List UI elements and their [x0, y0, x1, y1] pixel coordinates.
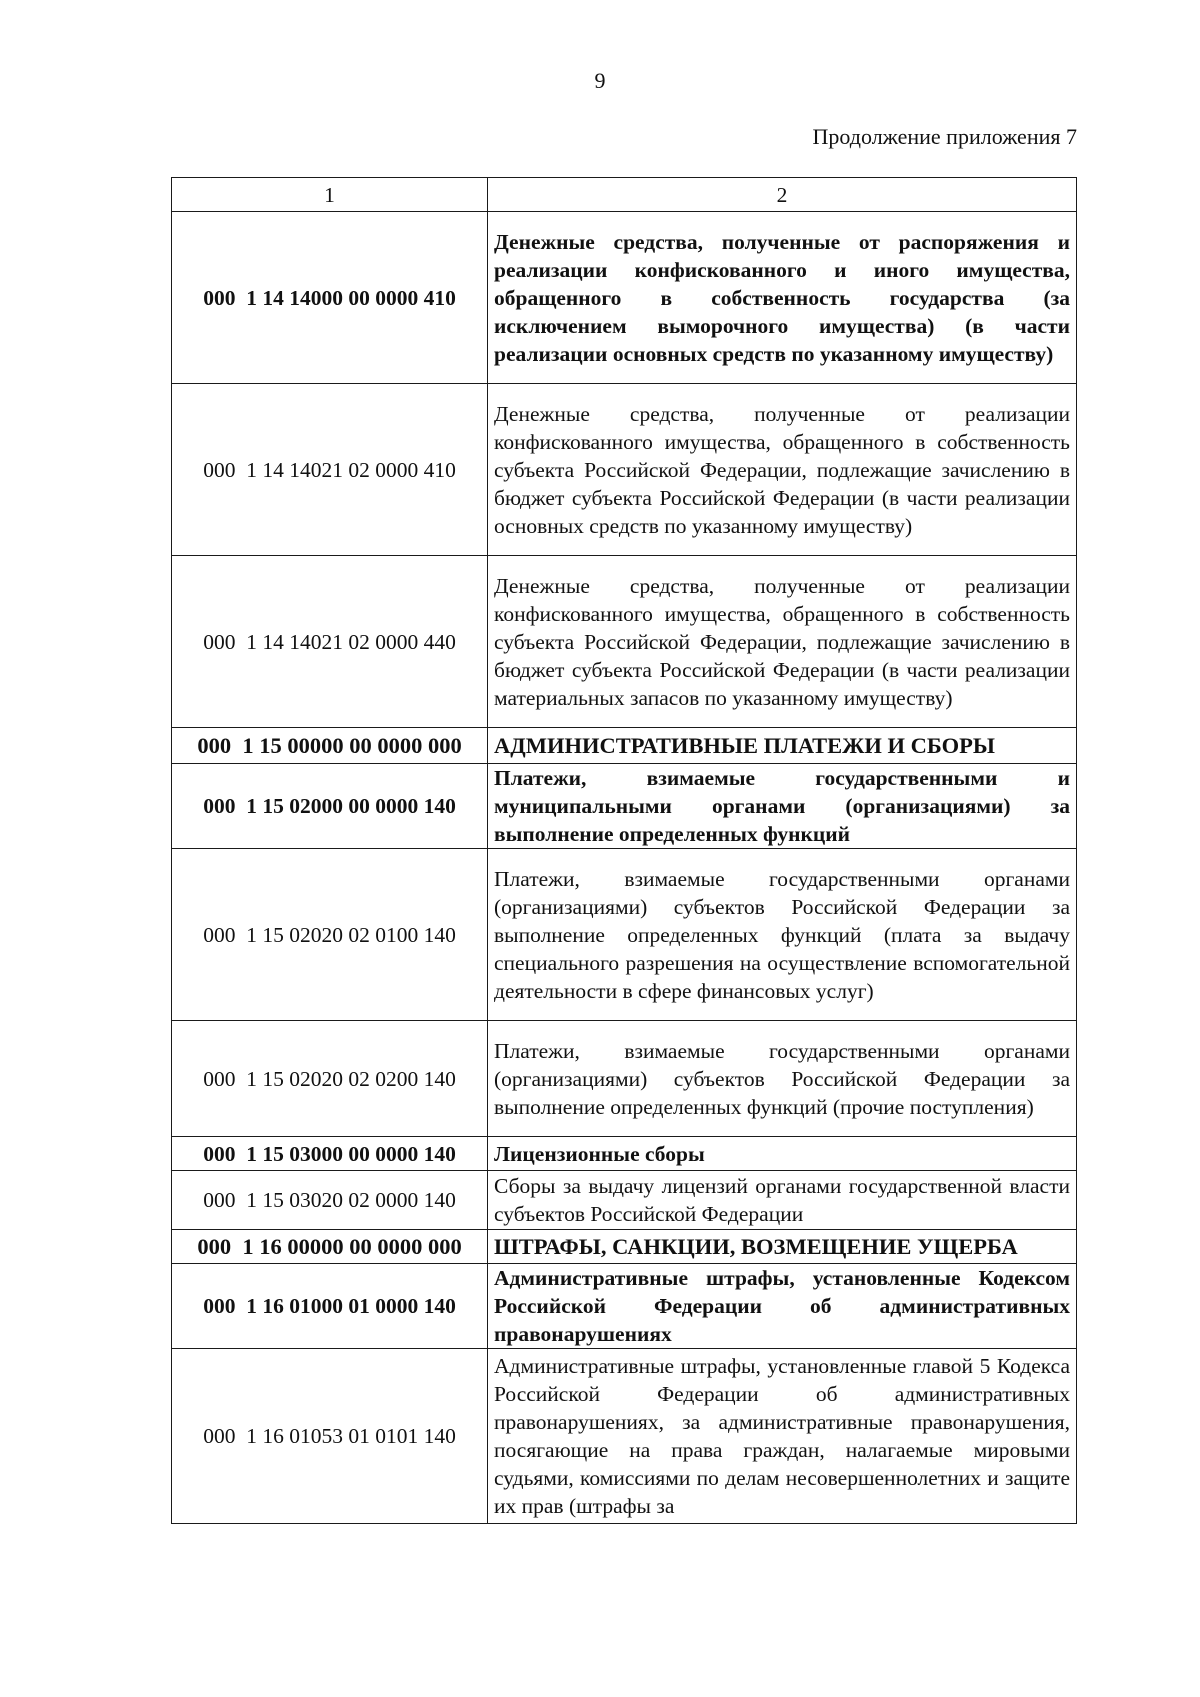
description-cell: Платежи, взимаемые государственными и муниципальными органами (организациями) за выполнение определенных функций [488, 764, 1077, 849]
table-row [172, 1264, 1077, 1349]
budget-code-cell: 000 1 14 14021 02 0000 440 [172, 556, 488, 728]
description-cell: Денежные средства, полученные от реализации конфискованного имущества, обращенного в собственность субъекта Российской Федерации, подлежащие зачислению в бюджет субъекта Российской Федерации (в части реализации материальных запасов по указанному имуществу) [488, 556, 1077, 728]
budget-code-cell: 000 1 15 02020 02 0200 140 [172, 1021, 488, 1137]
table-row [172, 764, 1077, 849]
section-heading-cell: АДМИНИСТРАТИВНЫЕ ПЛАТЕЖИ И СБОРЫ [488, 728, 1077, 764]
appendix-continuation-label: Продолжение приложения 7 [812, 124, 1077, 149]
description-cell: Административные штрафы, установленные главой 5 Кодекса Российской Федерации об административных правонарушениях, за административные правонарушения, посягающие на права граждан, налагаемые мировыми судьями, комиссиями по делам несовершеннолетних и защите их прав (штрафы за [488, 1349, 1077, 1524]
description-cell: Сборы за выдачу лицензий органами государственной власти субъектов Российской Федерации [488, 1171, 1077, 1230]
table-header-row [172, 178, 1077, 212]
description-cell: Платежи, взимаемые государственными органами (организациями) субъектов Российской Федерации за выполнение определенных функций (плата за выдачу специального разрешения на осуществление вспомогательной деятельности в сфере финансовых услуг) [488, 849, 1077, 1021]
table-row [172, 1021, 1077, 1137]
section-heading-cell: ШТРАФЫ, САНКЦИИ, ВОЗМЕЩЕНИЕ УЩЕРБА [488, 1230, 1077, 1264]
budget-code-cell: 000 1 15 03000 00 0000 140 [172, 1137, 488, 1171]
budget-code-cell: 000 1 15 02000 00 0000 140 [172, 764, 488, 849]
budget-code-cell: 000 1 16 01053 01 0101 140 [172, 1349, 488, 1524]
description-cell: Лицензионные сборы [488, 1137, 1077, 1171]
budget-code-cell: 000 1 15 02020 02 0100 140 [172, 849, 488, 1021]
description-cell: Денежные средства, полученные от распоряжения и реализации конфискованного и иного имущества, обращенного в собственность государства (за исключением выморочного имущества) (в части реализации основных средств по указанному имуществу) [488, 212, 1077, 384]
table-row [172, 1349, 1077, 1524]
table-row-section-heading [172, 728, 1077, 764]
table-row [172, 1171, 1077, 1230]
column-header-code: 1 [172, 178, 488, 212]
budget-code-cell: 000 1 16 00000 00 0000 000 [172, 1230, 488, 1264]
budget-code-cell: 000 1 15 00000 00 0000 000 [172, 728, 488, 764]
description-cell: Административные штрафы, установленные Кодексом Российской Федерации об административных правонарушениях [488, 1264, 1077, 1349]
table-row [172, 1137, 1077, 1171]
column-header-description: 2 [488, 178, 1077, 212]
table-row [172, 384, 1077, 556]
table-row-section-heading [172, 1230, 1077, 1264]
table-row [172, 212, 1077, 384]
description-cell: Денежные средства, полученные от реализации конфискованного имущества, обращенного в собственность субъекта Российской Федерации, подлежащие зачислению в бюджет субъекта Российской Федерации (в части реализации основных средств по указанному имуществу) [488, 384, 1077, 556]
description-cell: Платежи, взимаемые государственными органами (организациями) субъектов Российской Федерации за выполнение определенных функций (прочие поступления) [488, 1021, 1077, 1137]
table-row [172, 849, 1077, 1021]
revenue-classification-table [171, 177, 1077, 1524]
page-number: 9 [594, 68, 606, 93]
budget-code-cell: 000 1 15 03020 02 0000 140 [172, 1171, 488, 1230]
budget-code-cell: 000 1 14 14000 00 0000 410 [172, 212, 488, 384]
budget-code-cell: 000 1 16 01000 01 0000 140 [172, 1264, 488, 1349]
budget-code-cell: 000 1 14 14021 02 0000 410 [172, 384, 488, 556]
table-row [172, 556, 1077, 728]
